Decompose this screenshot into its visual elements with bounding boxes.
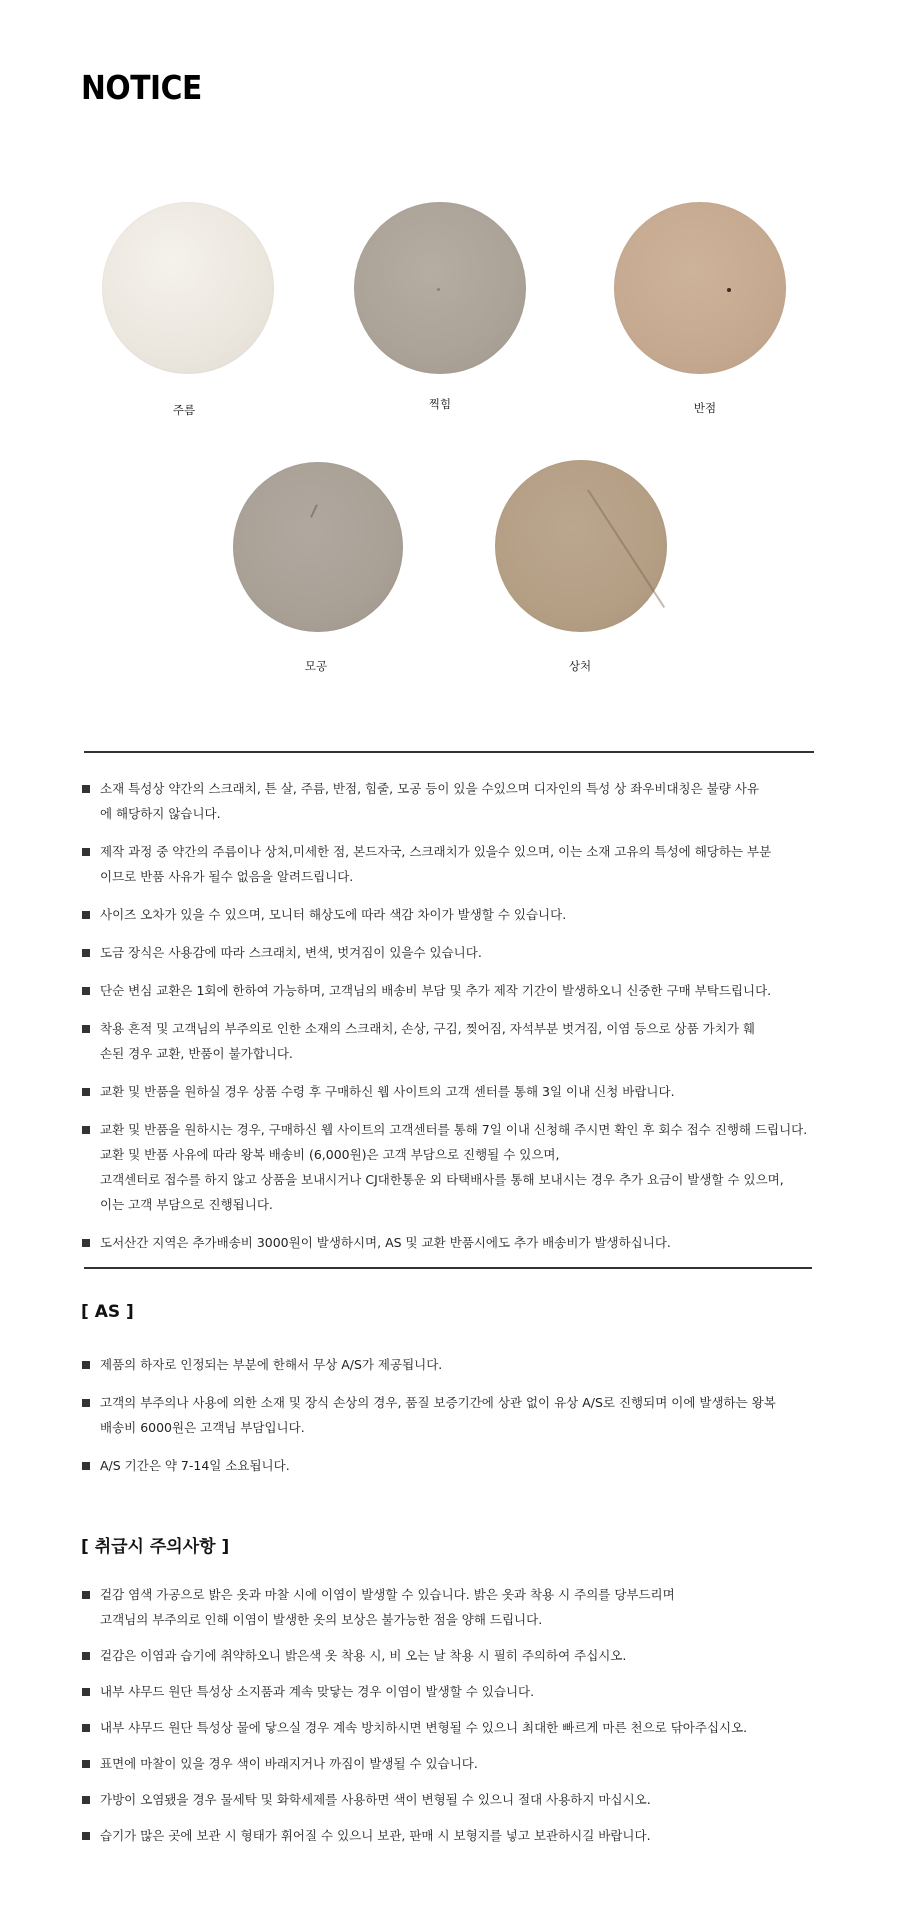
as-item: 고객의 부주의나 사용에 의한 소재 및 장식 손상의 경우, 품질 보증기간에 상관 없이 유상 A/S로 진행되며 이에 발생하는 왕복 배송비 6000원은 고객님 부담입니다. (82, 1390, 776, 1440)
square-bullet-icon (82, 1760, 90, 1768)
swatch-label-dent: 찍힘 (428, 397, 452, 411)
care-item: 표면에 마찰이 있을 경우 색이 바래지거나 까짐이 발생될 수 있습니다. (82, 1751, 747, 1776)
notice-item: 교환 및 반품을 원하시는 경우, 구매하신 웹 사이트의 고객센터를 통해 7일 이내 신청해 주시면 확인 후 회수 접수 진행해 드립니다. 교환 및 반품 사유에 따라 왕복 배송비 (6,000원)은 고객 부담으로 진행될 수 있으며, 고객센터로 접수를 하지 않고 상품을 보내시거나 CJ대한통운 외 타택배사를 통해 보내시는 경우 추가 요금이 발생할 수 있으며, 이는 고객 부담으로 진행됩니다. (82, 1117, 807, 1217)
square-bullet-icon (82, 1796, 90, 1804)
notice-item: 소재 특성상 약간의 스크래치, 튼 살, 주름, 반점, 힘줄, 모공 등이 있을 수있으며 디자인의 특성 상 좌우비대칭은 불량 사유 에 해당하지 않습니다. (82, 776, 807, 826)
square-bullet-icon (82, 987, 90, 995)
square-bullet-icon (82, 1832, 90, 1840)
care-item: 겉감은 이염과 습기에 취약하오니 밝은색 옷 착용 시, 비 오는 날 착용 시 필히 주의하여 주십시오. (82, 1643, 747, 1668)
square-bullet-icon (82, 1652, 90, 1660)
square-bullet-icon (82, 949, 90, 957)
divider-top (84, 751, 814, 753)
square-bullet-icon (82, 1361, 90, 1369)
swatch-label-pore: 모공 (304, 659, 328, 673)
notice-item: 교환 및 반품을 원하실 경우 상품 수령 후 구매하신 웹 사이트의 고객 센터를 통해 3일 이내 신청 바랍니다. (82, 1079, 807, 1104)
pore-mark-icon (310, 504, 318, 518)
dent-mark-icon (437, 288, 440, 291)
as-list (82, 1352, 776, 1478)
square-bullet-icon (82, 785, 90, 793)
square-bullet-icon (82, 1025, 90, 1033)
swatch-scratch-image (495, 460, 667, 632)
square-bullet-icon (82, 848, 90, 856)
square-bullet-icon (82, 1688, 90, 1696)
care-item: 가방이 오염됐을 경우 물세탁 및 화학세제를 사용하면 색이 변형될 수 있으니 절대 사용하지 마십시오. (82, 1787, 747, 1812)
spot-mark-icon (727, 288, 731, 292)
square-bullet-icon (82, 1724, 90, 1732)
care-item: 습기가 많은 곳에 보관 시 형태가 휘어질 수 있으니 보관, 판매 시 보형지를 넣고 보관하시길 바랍니다. (82, 1823, 747, 1848)
square-bullet-icon (82, 911, 90, 919)
care-item: 겉감 염색 가공으로 밝은 옷과 마찰 시에 이염이 발생할 수 있습니다. 밝은 옷과 착용 시 주의를 당부드리며 고객님의 부주의로 인해 이염이 발생한 옷의 보상은 불가능한 점을 양해 드립니다. (82, 1582, 747, 1632)
square-bullet-icon (82, 1462, 90, 1470)
scratch-mark-icon (587, 489, 665, 608)
as-section-heading: [ AS ] (81, 1302, 134, 1322)
swatch-label-wrinkle: 주름 (172, 403, 196, 417)
divider-bottom (84, 1267, 812, 1269)
page-title: NOTICE (81, 68, 202, 107)
notice-item: 도서산간 지역은 추가배송비 3000원이 발생하시며, AS 및 교환 반품시에도 추가 배송비가 발생하십니다. (82, 1230, 807, 1255)
care-section-heading: [ 취급시 주의사항 ] (81, 1537, 230, 1557)
notice-item: 제작 과정 중 약간의 주름이나 상처,미세한 점, 본드자국, 스크래치가 있을수 있으며, 이는 소재 고유의 특성에 해당하는 부분 이므로 반품 사유가 될수 없음을 알려드립니다. (82, 839, 807, 889)
notice-item: 도금 장식은 사용감에 따라 스크래치, 변색, 벗겨짐이 있을수 있습니다. (82, 940, 807, 965)
square-bullet-icon (82, 1088, 90, 1096)
swatch-dent-image (354, 202, 526, 374)
as-item: A/S 기간은 약 7-14일 소요됩니다. (82, 1453, 776, 1478)
care-item: 내부 샤무드 원단 특성상 소지품과 계속 맞닿는 경우 이염이 발생할 수 있습니다. (82, 1679, 747, 1704)
notice-item: 단순 변심 교환은 1회에 한하여 가능하며, 고객님의 배송비 부담 및 추가 제작 기간이 발생하오니 신중한 구매 부탁드립니다. (82, 978, 807, 1003)
square-bullet-icon (82, 1399, 90, 1407)
notice-item: 착용 흔적 및 고객님의 부주의로 인한 소재의 스크래치, 손상, 구김, 찢어짐, 자석부분 벗겨짐, 이염 등으로 상품 가치가 훼 손된 경우 교환, 반품이 불가합니다. (82, 1016, 807, 1066)
as-item: 제품의 하자로 인정되는 부분에 한해서 무상 A/S가 제공됩니다. (82, 1352, 776, 1377)
notice-list (82, 776, 807, 1255)
square-bullet-icon (82, 1591, 90, 1599)
care-list (82, 1582, 747, 1848)
swatch-spot-image (614, 202, 786, 374)
square-bullet-icon (82, 1239, 90, 1247)
swatch-label-spot: 반점 (693, 401, 717, 415)
swatch-wrinkle-image (102, 202, 274, 374)
notice-item: 사이즈 오차가 있을 수 있으며, 모니터 해상도에 따라 색감 차이가 발생할 수 있습니다. (82, 902, 807, 927)
square-bullet-icon (82, 1126, 90, 1134)
swatch-label-scratch: 상처 (568, 659, 592, 673)
care-item: 내부 샤무드 원단 특성상 물에 닿으실 경우 계속 방치하시면 변형될 수 있으니 최대한 빠르게 마른 천으로 닦아주십시오. (82, 1715, 747, 1740)
swatch-pore-image (233, 462, 403, 632)
